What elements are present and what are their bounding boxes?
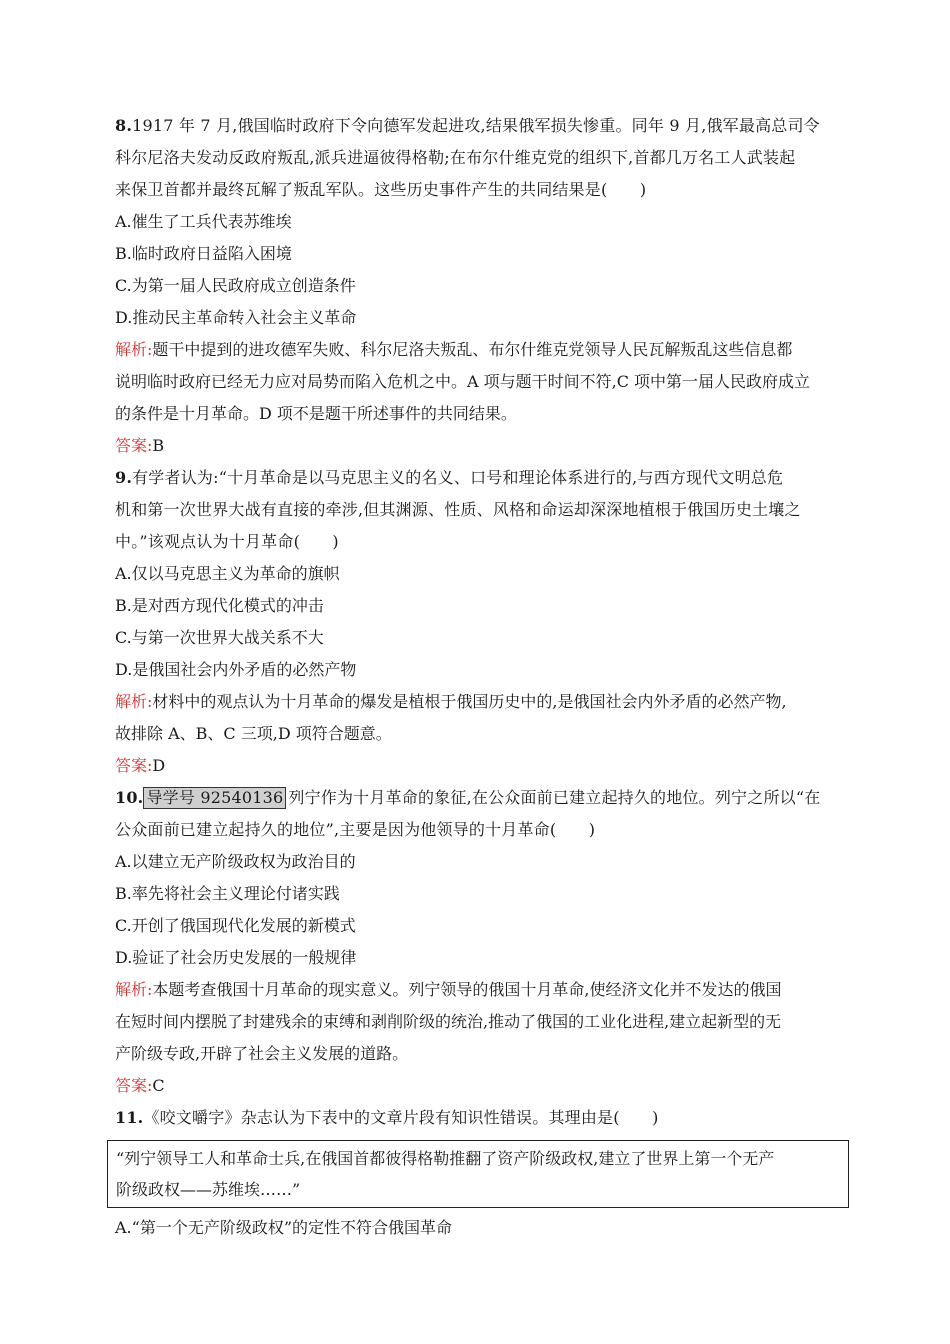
question-stem-line: 10. 导学号 92540136 列宁作为十月革命的象征,在公众面前已建立起持久的地位。列宁之所以“在 <box>115 788 821 807</box>
question-number: 8. <box>115 116 133 135</box>
question-stem-line: 公众面前已建立起持久的地位”,主要是因为他领导的十月革命( ) <box>115 820 596 839</box>
question-9 <box>115 462 845 782</box>
option-a: A.仅以马克思主义为革命的旗帜 <box>115 564 340 583</box>
question-number: 9. <box>115 468 133 487</box>
option-d: D.是俄国社会内外矛盾的必然产物 <box>115 660 357 679</box>
option-b: B.是对西方现代化模式的冲击 <box>115 596 324 615</box>
answer-line <box>115 430 845 462</box>
analysis-label: 解析: <box>115 692 153 711</box>
analysis-label: 解析: <box>115 980 153 999</box>
analysis-label: 解析: <box>115 340 153 359</box>
question-stem-line: 来保卫首都并最终瓦解了叛乱军队。这些历史事件产生的共同结果是( ) <box>115 180 647 199</box>
analysis-line: 说明临时政府已经无力应对局势而陷入危机之中。A 项与题干时间不符,C 项中第一届人民政府成立 <box>115 372 811 391</box>
quote-line: “列宁领导工人和革命士兵,在俄国首都彼得格勒推翻了资产阶级政权,建立了世界上第一个无产 <box>116 1149 775 1168</box>
answer-value: C <box>152 1076 165 1095</box>
quote-line: 阶级政权——苏维埃……” <box>116 1180 301 1199</box>
question-list <box>115 110 845 1244</box>
answer-label: 答案: <box>115 436 153 455</box>
analysis-line: 解析:题干中提到的进攻德军失败、科尔尼洛夫叛乱、布尔什维克党领导人民瓦解叛乱这些信息都 <box>115 340 793 359</box>
guide-number-tag: 导学号 92540136 <box>143 787 286 809</box>
analysis-line: 解析:本题考查俄国十月革命的现实意义。列宁领导的俄国十月革命,使经济文化并不发达的俄国 <box>115 980 782 999</box>
question-8 <box>115 110 845 462</box>
question-number: 11. <box>115 1108 144 1127</box>
question-stem-line: 科尔尼洛夫发动反政府叛乱,派兵进逼彼得格勒;在布尔什维克党的组织下,首都几万名工人武装起 <box>115 148 796 167</box>
question-10 <box>115 782 845 1102</box>
question-stem-line: 9.有学者认为:“十月革命是以马克思主义的名义、口号和理论体系进行的,与西方现代文明总危 <box>115 468 784 487</box>
option-d: D.推动民主革命转入社会主义革命 <box>115 308 357 327</box>
answer-line <box>115 1070 845 1102</box>
analysis-line: 的条件是十月革命。D 项不是题干所述事件的共同结果。 <box>115 404 517 423</box>
answer-value: B <box>152 436 165 455</box>
question-stem-line: 中。”该观点认为十月革命( ) <box>115 532 339 551</box>
answer-label: 答案: <box>115 756 153 775</box>
answer-label: 答案: <box>115 1076 153 1095</box>
option-a: A.“第一个无产阶级政权”的定性不符合俄国革命 <box>115 1218 453 1237</box>
option-c: C.为第一届人民政府成立创造条件 <box>115 276 356 295</box>
option-b: B.率先将社会主义理论付诸实践 <box>115 884 340 903</box>
option-a: A.以建立无产阶级政权为政治目的 <box>115 852 356 871</box>
question-11 <box>115 1102 845 1244</box>
option-b: B.临时政府日益陷入困境 <box>115 244 292 263</box>
analysis-line: 在短时间内摆脱了封建残余的束缚和剥削阶级的统治,推动了俄国的工业化进程,建立起新型的无 <box>115 1012 782 1031</box>
analysis-line: 解析:材料中的观点认为十月革命的爆发是植根于俄国历史中的,是俄国社会内外矛盾的必然产物, <box>115 692 787 711</box>
answer-line <box>115 750 845 782</box>
answer-value: D <box>152 756 166 775</box>
option-c: C.与第一次世界大战关系不大 <box>115 628 324 647</box>
option-d: D.验证了社会历史发展的一般规律 <box>115 948 357 967</box>
question-stem-line: 11.《咬文嚼字》杂志认为下表中的文章片段有知识性错误。其理由是( ) <box>115 1108 659 1127</box>
analysis-line: 产阶级专政,开辟了社会主义发展的道路。 <box>115 1044 409 1063</box>
analysis-line: 故排除 A、B、C 三项,D 项符合题意。 <box>115 724 392 743</box>
option-c: C.开创了俄国现代化发展的新模式 <box>115 916 356 935</box>
question-number: 10. <box>115 788 144 807</box>
question-stem-line: 机和第一次世界大战有直接的牵涉,但其渊源、性质、风格和命运却深深地植根于俄国历史土壤之 <box>115 500 801 519</box>
quote-table <box>107 1140 849 1208</box>
question-stem-line: 8.1917 年 7 月,俄国临时政府下令向德军发起进攻,结果俄军损失惨重。同年 9 月,俄军最高总司令 <box>115 116 820 135</box>
option-a: A.催生了工兵代表苏维埃 <box>115 212 292 231</box>
